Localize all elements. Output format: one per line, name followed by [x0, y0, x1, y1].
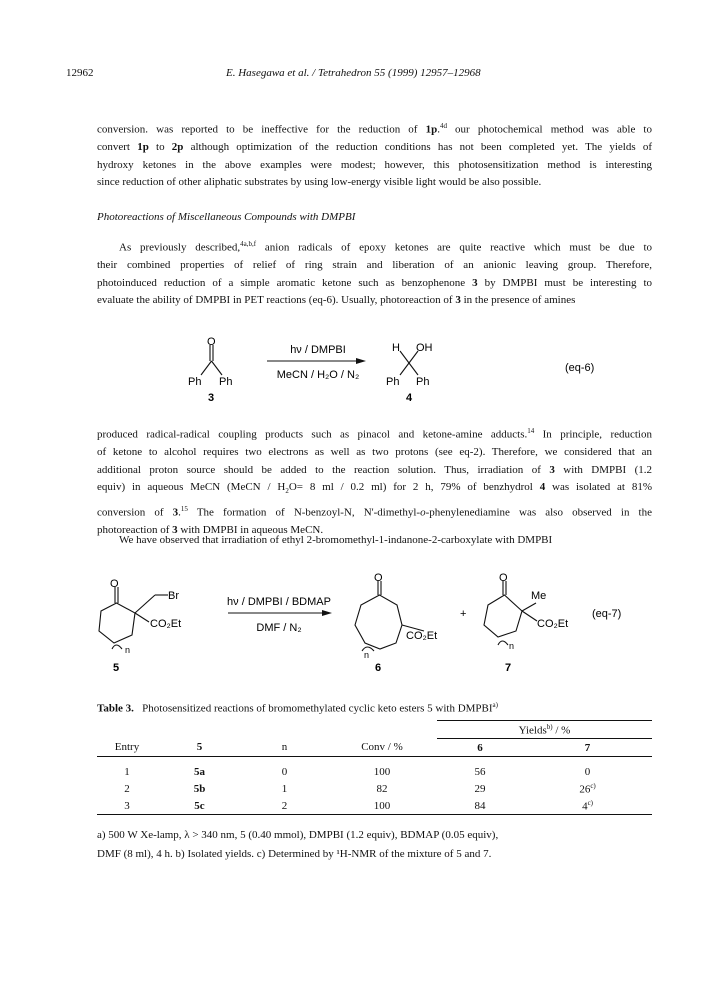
table-cell: 2 — [124, 782, 130, 795]
table-cell: 1 — [281, 782, 288, 795]
table-3 — [97, 720, 652, 815]
equation-7-scheme — [0, 565, 720, 680]
footnote-marker: a) — [492, 701, 498, 709]
column-header: Entry — [114, 741, 140, 754]
column-header: Conv / % — [361, 741, 403, 754]
table-cell: 100 — [373, 799, 391, 812]
oxygen-label: O — [499, 572, 508, 584]
oxygen-label: O — [110, 578, 119, 590]
product-7-structure — [484, 581, 537, 645]
table-cell: 56 — [474, 765, 486, 778]
column-header: 5 — [196, 741, 203, 754]
eq7-reagent-bottom: DMF / N₂ — [256, 622, 302, 634]
text-line: conversion. was reported to be ineffective for the reduction of 1p.$^{4d}$ our photochemical method was able to — [97, 122, 652, 136]
paragraph-3 — [97, 423, 652, 540]
column-header: n — [281, 741, 288, 754]
table-3-label: Table 3. — [97, 702, 134, 715]
h-label: H — [392, 342, 400, 354]
table-cell: 4$^{c)}$ — [582, 798, 594, 813]
text-line: As previously described,$^{4a,b,f}$ anion radicals of epoxy ketones are quite reactive which must be due to — [119, 240, 652, 254]
eq6-reagent-top: hν / DMPBI — [290, 344, 346, 356]
page-header — [66, 67, 654, 81]
n-label: n — [125, 645, 131, 655]
me-label: Me — [531, 590, 547, 602]
table-group-header-row — [97, 721, 652, 739]
table-cell: 5a — [194, 765, 205, 778]
table-cell: 84 — [474, 799, 486, 812]
text-line: hydroxy ketones in the above examples were modest; however, this photosensitization method is interesting — [97, 158, 652, 171]
table-3-title: Photosensitized reactions of bromomethylated cyclic keto esters 5 with DMPBI — [142, 702, 493, 715]
table-cell: 1 — [124, 765, 130, 778]
arrow-head — [322, 610, 332, 616]
footnote-line: a) 500 W Xe-lamp, λ > 340 nm, 5 (0.40 mmol), DMPBI (1.2 equiv), BDMAP (0.05 equiv), — [97, 829, 499, 841]
paragraph-1 — [97, 118, 652, 192]
ph-label: Ph — [219, 376, 233, 388]
compound-7-label: 7 — [505, 662, 512, 674]
paragraph-4 — [97, 532, 652, 550]
table-cell: 100 — [373, 765, 391, 778]
compound-5-label: 5 — [113, 662, 120, 674]
plus-sign: + — [460, 608, 467, 620]
co2et-label: CO₂Et — [537, 618, 569, 630]
arrow-head — [356, 358, 366, 364]
compound-3-label: 3 — [208, 392, 215, 404]
text-line: We have observed that irradiation of ethyl 2-bromomethyl-1-indanone-2-carboxylate with DMPBI — [119, 534, 553, 546]
table-cell: 0 — [281, 765, 288, 778]
co2et-label: CO₂Et — [406, 630, 438, 642]
table-cell: 82 — [376, 782, 388, 795]
table-cell: 0 — [584, 765, 591, 778]
table-cell: 5b — [193, 782, 206, 795]
br-label: Br — [168, 590, 179, 602]
text-line: their combined properties of relief of ring strain and liberation of an anionic leaving group. Therefore, — [97, 259, 652, 272]
ph-label: Ph — [386, 376, 400, 388]
text-line: additional proton source should be added to the reaction solution. Thus, irradiation of 3 with DMPBI (1.2 — [97, 463, 653, 476]
table-cell: 3 — [124, 799, 130, 812]
compound-6-label: 6 — [375, 662, 382, 674]
text-line: photoreaction of 3 with DMPBI in aqueous MeCN. — [97, 524, 324, 536]
equation-6-scheme — [0, 335, 720, 415]
running-title: E. Hasegawa et al. / Tetrahedron 55 (1999) 12957–12968 — [226, 67, 481, 79]
table-row — [97, 780, 652, 797]
eq7-reagent-top: hν / DMPBI / BDMAP — [227, 596, 331, 608]
table-3-footnotes — [97, 826, 652, 864]
table-cell: 29 — [474, 782, 486, 795]
column-header: 6 — [437, 739, 523, 757]
page-number: 12962 — [66, 67, 94, 79]
n-label: n — [509, 641, 515, 651]
column-header: 7 — [523, 739, 652, 757]
eq6-reagent-bottom: MeCN / H₂O / N₂ — [276, 369, 360, 381]
table-header-row — [97, 739, 652, 757]
section-title: Photoreactions of Miscellaneous Compounds with DMPBI — [97, 211, 356, 223]
benzhydrol-structure — [400, 351, 418, 375]
text-line: conversion of 3.15 The formation of N-benzoyl-N, N'-dimethyl-o-phenylenediamine was also observed in the — [97, 504, 652, 519]
compound-4-label: 4 — [406, 392, 413, 404]
table-row — [97, 757, 652, 781]
text-line: of ketone to alcohol requires two electrons as well as two protons (see eq-2). Therefore, we considered that an — [97, 446, 652, 459]
yields-group-header: Yields$^{b)}$ / % — [437, 721, 652, 739]
oh-label: OH — [416, 342, 433, 354]
table-3-caption — [97, 701, 498, 715]
n-label: n — [364, 650, 370, 660]
table-row — [97, 797, 652, 815]
oxygen-label: O — [374, 572, 383, 584]
footnote-line: DMF (8 ml), 4 h. b) Isolated yields. c) Determined by ¹H-NMR of the mixture of 5 and 7. — [97, 848, 492, 860]
eq7-number: (eq-7) — [592, 608, 622, 620]
table-cell: 5c — [194, 799, 205, 812]
table-cell: 2 — [281, 799, 288, 812]
text-line: photoinduced reduction of a simple aromatic ketone such as benzophenone 3 by DMPBI must be interesting to — [97, 276, 653, 289]
eq6-number: (eq-6) — [565, 362, 595, 374]
text-line: convert 1p to 2p although optimization of the reduction conditions has not been completed yet. The yields of — [97, 141, 653, 154]
oxygen-label: O — [207, 336, 216, 348]
paragraph-2 — [97, 236, 652, 310]
benzophenone-structure — [201, 345, 222, 375]
text-line: equiv) in aqueous MeCN (MeCN / $H_2O= 8$ ml / 0.2 ml) for 2 h, 79% of benzhydrol 4 was isolated at 81% — [97, 481, 652, 496]
ph-label: Ph — [188, 376, 202, 388]
text-line: since reduction of other aliphatic substrates by using low-energy visible light would be also possible. — [97, 176, 542, 189]
ph-label: Ph — [416, 376, 430, 388]
co2et-label: CO₂Et — [150, 618, 182, 630]
text-line: evaluate the ability of DMPBI in PET reactions (eq-6). Usually, photoreaction of 3 in the presence of amines — [97, 294, 576, 307]
table-cell: 26$^{c)}$ — [579, 781, 596, 796]
text-line: produced radical-radical coupling products such as pinacol and ketone-amine adducts.$^{14}$ In principle, reduction — [97, 427, 652, 441]
